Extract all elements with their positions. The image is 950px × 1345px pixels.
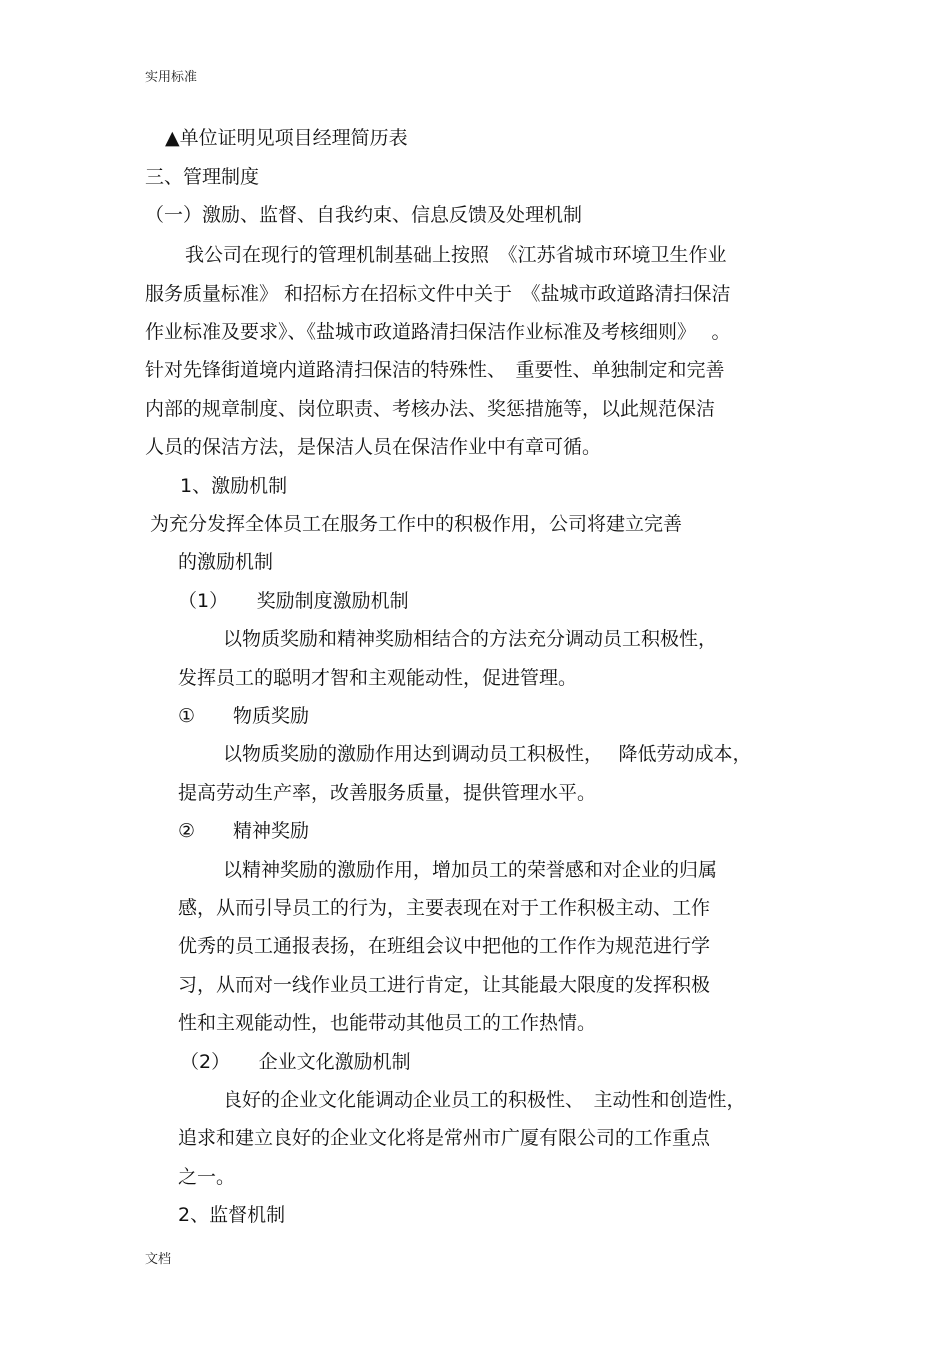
paragraph-line: 提高劳动生产率，改善服务质量，提供管理水平。: [178, 782, 597, 804]
heading-corporate-culture: （2） 企业文化激励机制: [180, 1051, 411, 1073]
section-heading-management: 三、管理制度: [145, 166, 260, 188]
heading-material-reward: ① 物质奖励: [178, 705, 310, 727]
line-unit-proof: ▲单位证明见项目经理简历表: [165, 127, 408, 149]
paragraph-line: 针对先锋街道境内道路清扫保洁的特殊性、 重要性、单独制定和完善: [145, 359, 725, 381]
paragraph-line: 发挥员工的聪明才智和主观能动性，促进管理。: [178, 667, 578, 689]
paragraph-line: 追求和建立良好的企业文化将是常州市广厦有限公司的工作重点: [178, 1127, 711, 1149]
paragraph-line: 的激励机制: [178, 551, 274, 573]
paragraph-line: 我公司在现行的管理机制基础上按照 《江苏省城市环境卫生作业: [185, 244, 727, 266]
paragraph-line: 以物质奖励和精神奖励相结合的方法充分调动员工积极性，: [223, 628, 718, 650]
paragraph-line: 为充分发挥全体员工在服务工作中的积极作用，公司将建立完善: [150, 513, 683, 535]
paragraph-line: 性和主观能动性，也能带动其他员工的工作热情。: [178, 1012, 597, 1034]
paragraph-line: 内部的规章制度、岗位职责、考核办法、奖惩措施等，以此规范保洁: [145, 398, 716, 420]
paragraph-line: 之一。: [178, 1166, 236, 1188]
paragraph-line: 以物质奖励的激励作用达到调动员工积极性， 降低劳动成本，: [223, 743, 752, 765]
paragraph-line: 人员的保洁方法，是保洁人员在保洁作业中有章可循。: [145, 436, 602, 458]
paragraph-line: 习，从而对一线作业员工进行肯定，让其能最大限度的发挥积极: [178, 974, 711, 996]
heading-reward-system: （1） 奖励制度激励机制: [178, 590, 409, 612]
page-footer: 文档: [145, 1252, 172, 1267]
paragraph-line: 作业标准及要求》、《盐城市政道路清扫保洁作业标准及考核细则》 。: [145, 321, 731, 343]
paragraph-line: 感，从而引导员工的行为，主要表现在对于工作积极主动、工作: [178, 897, 711, 919]
paragraph-line: 优秀的员工通报表扬，在班组会议中把他的工作作为规范进行学: [178, 935, 711, 957]
heading-incentive-mechanism: 1、激励机制: [180, 475, 288, 497]
paragraph-line: 以精神奖励的激励作用，增加员工的荣誉感和对企业的归属: [223, 859, 718, 881]
page-header: 实用标准: [145, 70, 198, 85]
paragraph-line: 良好的企业文化能调动企业员工的积极性、 主动性和创造性，: [223, 1089, 746, 1111]
subsection-heading-incentive: （一）激励、监督、自我约束、信息反馈及处理机制: [145, 204, 583, 226]
paragraph-line: 服务质量标准》 和招标方在招标文件中关于 《盐城市政道路清扫保洁: [145, 283, 731, 305]
heading-supervision-mechanism: 2、监督机制: [178, 1204, 286, 1226]
heading-spiritual-reward: ② 精神奖励: [178, 820, 310, 842]
